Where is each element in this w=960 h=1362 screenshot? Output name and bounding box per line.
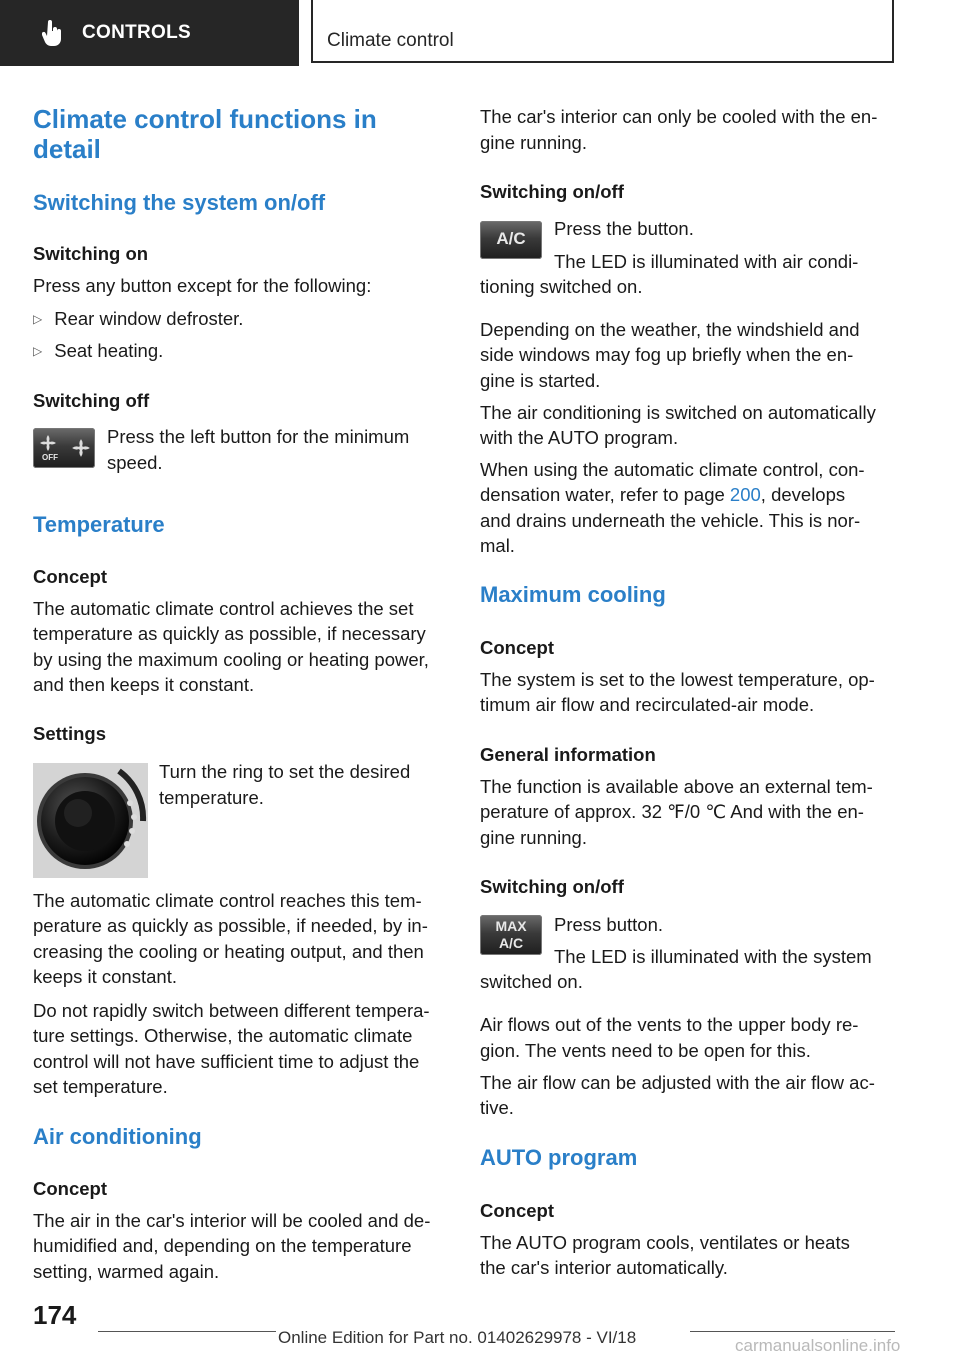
weather-text-line: Depending on the weather, the windshield and (480, 319, 860, 340)
reach-text-line: The automatic climate control reaches this tem‐ (33, 890, 422, 911)
led2-text: switched on. (480, 971, 583, 992)
fan-off-button-image (33, 428, 95, 468)
switching-off-text: speed. (107, 452, 163, 473)
max-ac-label: A/C (498, 935, 524, 951)
max-concept-line: The system is set to the lowest temperature, op‐ (480, 669, 875, 690)
press2-text: Press button. (554, 914, 664, 935)
switching-off-text: Press the left button for the minimum (107, 426, 410, 447)
led-text: The LED is illuminated with air condi‐ (554, 251, 859, 272)
rapid-text-line: ture settings. Otherwise, the automatic climate (33, 1025, 413, 1046)
page-number: 174 (33, 1300, 77, 1330)
cooled-text-line: The car's interior can only be cooled with the en‐ (480, 106, 878, 127)
max-concept-line: timum air flow and recirculated-air mode. (480, 694, 815, 715)
settings-text: Turn the ring to set the desired (159, 761, 411, 782)
hand-pointer-icon (42, 20, 64, 46)
flow-text-line: Air flows out of the vents to the upper body re‐ (480, 1014, 859, 1035)
settings-heading: Settings (33, 723, 106, 744)
auto-on-text-line: The air conditioning is switched on automatically (480, 402, 876, 423)
auto-concept-line: The AUTO program cools, ventilates or heats (480, 1232, 850, 1253)
max-label: MAX (495, 918, 527, 934)
auto-program-heading: AUTO program (480, 1145, 638, 1170)
triangle-bullet-icon: ▷ (33, 344, 43, 358)
max-switching-heading: Switching on/off (480, 876, 624, 897)
auto-on-text-line: with the AUTO program. (480, 427, 679, 448)
footer-divider (690, 1331, 895, 1332)
bullet-item: ▷ Seat heating. (33, 340, 164, 361)
page-title-line1: Climate control functions in (33, 104, 377, 134)
triangle-bullet-icon: ▷ (33, 312, 43, 326)
max-concept-heading: Concept (480, 637, 554, 658)
settings-text: temperature. (159, 787, 264, 808)
switching-off-heading: Switching off (33, 390, 150, 411)
weather-text-line: side windows may fog up briefly when the en‐ (480, 344, 854, 365)
ac-concept-line: humidified and, depending on the temperature (33, 1235, 412, 1256)
reach-text-line: perature as quickly as possible, if needed, by in‐ (33, 915, 428, 936)
auto-concept-heading: Concept (480, 1200, 554, 1221)
condensation-text-line: densation water, refer to page 200, develops (480, 484, 846, 505)
page-title-line2: detail (33, 134, 101, 164)
page-header (0, 0, 299, 66)
rapid-text-line: set temperature. (33, 1076, 168, 1097)
reach-text-line: creasing the cooling or heating output, and then (33, 941, 424, 962)
chapter-tab (311, 0, 894, 63)
condensation-text-line: and drains underneath the vehicle. This is nor‐ (480, 510, 861, 531)
ac-concept-line: The air in the car's interior will be cooled and de‐ (33, 1210, 431, 1231)
edition-text: Online Edition for Part no. 01402629978 - VI/18 (278, 1328, 637, 1347)
condensation-text-line: mal. (480, 535, 515, 556)
auto-concept-line: the car's interior automatically. (480, 1257, 728, 1278)
temperature-ring-image (33, 763, 148, 878)
adjust-text-line: tive. (480, 1097, 514, 1118)
watermark: carmanualsonline.info (735, 1336, 901, 1355)
page-reference-link[interactable]: 200 (729, 484, 761, 505)
adjust-text-line: The air flow can be adjusted with the air flow ac‐ (480, 1072, 875, 1093)
led-text: tioning switched on. (480, 276, 643, 297)
switching-heading: Switching the system on/off (33, 190, 326, 215)
temp-concept-line: and then keeps it constant. (33, 674, 255, 695)
footer-divider (98, 1331, 276, 1332)
weather-text-line: gine is started. (480, 370, 601, 391)
temp-concept-line: temperature as quickly as possible, if necessary (33, 623, 426, 644)
condensation-text-line: When using the automatic climate control, con‐ (480, 459, 865, 480)
switching-on-heading: Switching on (33, 243, 149, 264)
bullet-item: ▷ Rear window defroster. (33, 308, 244, 329)
air-conditioning-heading: Air conditioning (33, 1124, 202, 1149)
fan-large-icon (71, 438, 91, 458)
ac-button-image (480, 221, 542, 259)
general-info-line: gine running. (480, 827, 587, 848)
cooled-text-line: gine running. (480, 132, 587, 153)
flow-text-line: gion. The vents need to be open for this. (480, 1040, 811, 1061)
temperature-dial-icon (33, 763, 148, 878)
general-info-line: The function is available above an external tem‐ (480, 776, 873, 797)
concept-heading: Concept (33, 566, 107, 587)
press-text: Press the button. (554, 218, 694, 239)
ac-button-label: A/C (496, 229, 526, 248)
temp-concept-line: The automatic climate control achieves the set (33, 598, 414, 619)
ac-concept-heading: Concept (33, 1178, 107, 1199)
max-ac-button-image (480, 915, 542, 955)
section-label: CONTROLS (82, 22, 192, 43)
led2-text: The LED is illuminated with the system (554, 946, 872, 967)
rapid-text-line: Do not rapidly switch between different tempera‐ (33, 1000, 430, 1021)
section-tab (0, 0, 299, 66)
ac-switching-heading: Switching on/off (480, 181, 624, 202)
reach-text-line: keeps it constant. (33, 966, 177, 987)
temperature-heading: Temperature (33, 512, 165, 537)
fan-small-icon (39, 434, 57, 452)
off-label: OFF (42, 453, 58, 462)
general-info-heading: General information (480, 744, 656, 765)
maximum-cooling-heading: Maximum cooling (480, 582, 666, 607)
rapid-text-line: control will not have sufficient time to adjust the (33, 1051, 420, 1072)
general-info-line: perature of approx. 32 ℉/0 ℃ And with the en‐ (480, 801, 864, 822)
switching-on-text: Press any button except for the following: (33, 275, 372, 296)
ac-concept-line: setting, warmed again. (33, 1261, 220, 1282)
temp-concept-line: by using the maximum cooling or heating power, (33, 649, 429, 670)
chapter-label: Climate control (327, 30, 454, 51)
